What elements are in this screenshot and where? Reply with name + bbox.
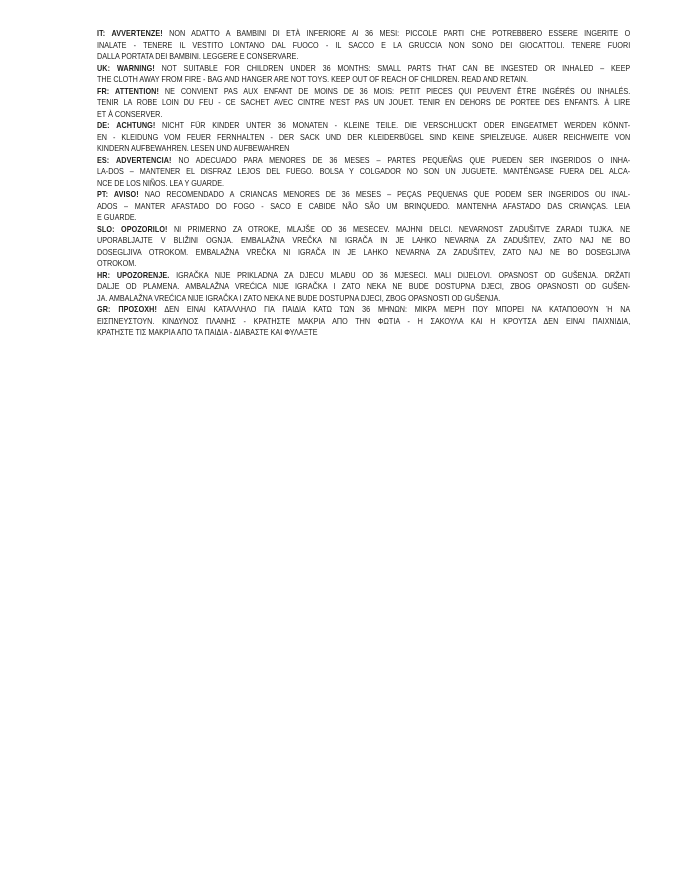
warning-language-label: HR: UPOZORENJE. bbox=[97, 269, 170, 280]
warning-line: INALATE - TENERE IL VESTITO LONTANO DAL FUOCO - IL SACCO E LA GRUCCIA NON SONO DEI GIOCATTOLI. TENERE FUORI bbox=[97, 39, 631, 50]
warning-language-label: PT: AVISO! bbox=[97, 189, 139, 199]
warning-line: ΕΙΣΠΝΕΥΣΤΟΥΝ. ΚΙΝΔΥΝΟΣ ΠΛΑΝΗΣ - ΚΡΑΤΗΣΤΕ ΜΑΚΡΙΑ ΑΠΟ ΤΗΝ ΦΩΤΙΑ - Η ΣΑΚΟΥΛΑ ΚΑΙ Η ΚΡΟΥΤΣΑ ΔΕΝ ΕΙΝΑΙ ΠΑΙΧΝΙΔΙΑ, bbox=[97, 315, 631, 326]
warning-line: DALJE OD PLAMENA. AMBALAŽNA VREĆICA NIJE IGRAČKA I ZATO NEKA NE BUDE DOSTUPNA DJECI, ZBOG OPASNOSTI OD GUŠEN- bbox=[97, 281, 631, 291]
warning-line: EN - KLEIDUNG VOM FEUER FERNHALTEN - DER SACK UND DER KLEIDERBÜGEL SIND KEINE SPIELZEUGE. AUßER REICHWEITE VON bbox=[97, 131, 631, 142]
warning-paragraph-es bbox=[97, 155, 630, 190]
warning-line: UK: WARNING! NOT SUITABLE FOR CHILDREN UNDER 36 MONTHS: SMALL PARTS THAT CAN BE INGESTED OR INHALED – KEEP bbox=[97, 62, 631, 73]
warning-line: ADOS – MANTER AFASTADO DO FOGO - SACO E CABIDE NÃO SÃO UM BRINQUEDO. MANTENHA AFASTADO DAS CRIANÇAS. LEIA bbox=[97, 200, 631, 211]
warning-language-label: DE: ACHTUNG! bbox=[97, 120, 156, 130]
warning-line: GR: ΠΡΟΣΟΧΗ! ΔΕΝ ΕΙΝΑΙ ΚΑΤΑΛΛΗΛΟ ΓΙΑ ΠΑΙΔΙΑ ΚΑΤΩ ΤΩΝ 36 ΜΗΝΩΝ: ΜΙΚΡΑ ΜΕΡΗ ΠΟΥ ΜΠΟΡΕΙ ΝΑ ΚΑΤΑΠΟΘΟΥΝ Ή ΝΑ bbox=[97, 304, 631, 314]
warning-line: PT: AVISO! NAO RECOMENDADO A CRIANCAS MENORES DE 36 MESES – PEÇAS PEQUENAS QUE PODEM SER INGERIDOS OU INAL- bbox=[97, 189, 631, 199]
warning-line: IT: AVVERTENZE! NON ADATTO A BAMBINI DI ETÀ INFERIORE AI 36 MESI: PICCOLE PARTI CHE POTREBBERO ESSERE INGERITE O bbox=[97, 28, 631, 38]
warning-paragraph-slo bbox=[97, 224, 630, 270]
warning-line: DOSEGLJIVA OTROKOM. EMBALAŽNA VREČKA NI IGRAČA IN JE LAHKO NEVARNA ZA ZADUŠITEV, ZATO NAJ NE BO DOSEGLJIVA bbox=[97, 246, 631, 257]
warning-line: SLO: OPOZORILO! NI PRIMERNO ZA OTROKE, MLAJŠE OD 36 MESECEV. MAJHNI DELCI. NEVARNOST ZADUŠITVE ZARADI TUJKA. NE bbox=[97, 223, 631, 234]
warning-line: FR: ATTENTION! NE CONVIENT PAS AUX ENFANT DE MOINS DE 36 MOIS: PETIT PIECES QUI PEUVENT ÊTRE INGÉRÉS OU INHALÉS. bbox=[97, 85, 631, 96]
warning-language-label: UK: WARNING! bbox=[97, 62, 155, 73]
warning-paragraph-it bbox=[97, 28, 630, 63]
warning-paragraph-uk bbox=[97, 63, 630, 86]
warning-language-label: FR: ATTENTION! bbox=[97, 85, 159, 96]
warning-paragraph-pt bbox=[97, 189, 630, 224]
warning-line: LA-DOS – MANTENER EL DISFRAZ LEJOS DEL FUEGO. BOLSA Y COLGADOR NO SON UN JUGUETE. MANTÉNGASE FUERA DEL ALCA- bbox=[97, 166, 631, 176]
warning-line: JA. AMBALAŽNA VREĆICA NIJE IGRAČKA I ZATO NEKA NE BUDE DOSTUPNA DJECI, ZBOG OPASNOSTI OD GUŠENJA. bbox=[97, 292, 501, 303]
warning-line: DE: ACHTUNG! NICHT FÜR KINDER UNTER 36 MONATEN - KLEINE TEILE. DIE VERSCHLUCKT ODER EINGEATMET WERDEN KÖNNT- bbox=[97, 120, 631, 130]
warning-language-label: IT: AVVERTENZE! bbox=[97, 28, 163, 38]
warning-paragraph-hr bbox=[97, 270, 630, 305]
warning-line: ET À CONSERVER. bbox=[97, 108, 163, 119]
warning-line: KINDERN AUFBEWAHREN. LESEN UND AUFBEWAHREN bbox=[97, 143, 290, 153]
warning-line: HR: UPOZORENJE. IGRAČKA NIJE PRIKLADNA ZA DJECU MLAĐU OD 36 MJESECI. MALI DIJELOVI. OPASNOST OD GUŠENJA. DRŽATI bbox=[97, 269, 631, 280]
warning-line: NCE DE LOS NIÑOS. LEA Y GUARDE. bbox=[97, 177, 225, 188]
warning-paragraph-de bbox=[97, 120, 630, 155]
multilingual-warnings-block bbox=[97, 28, 630, 339]
warning-line: UPORABLJAJTE V BLIŽINI OGNJA. EMBALAŽNA VREČKA NI IGRAČA IN JE LAHKO NEVARNA ZA ZADUŠITEV, ZATO NAJ NE BO bbox=[97, 235, 631, 245]
warning-line: ΚΡΑΤΗΣΤΕ ΤΙΣ ΜΑΚΡΙΑ ΑΠΟ ΤΑ ΠΑΙΔΙΑ - ΔΙΑΒΑΣΤΕ ΚΑΙ ΦΥΛΑΞΤΕ bbox=[97, 327, 318, 337]
warning-line: OTROKOM. bbox=[97, 258, 137, 268]
warning-language-label: SLO: OPOZORILO! bbox=[97, 223, 168, 234]
warning-line: THE CLOTH AWAY FROM FIRE - BAG AND HANGER ARE NOT TOYS. KEEP OUT OF REACH OF CHILDREN. READ AND RETAIN. bbox=[97, 74, 529, 84]
warning-line: TENIR LA ROBE LOIN DU FEU - CE SACHET AVEC CINTRE N'EST PAS UN JOUET. TENIR EN DEHORS DE PORTEE DES ENFANTS. À LIRE bbox=[97, 97, 631, 107]
warning-language-label: ES: ADVERTENCIA! bbox=[97, 154, 172, 165]
warning-paragraph-gr bbox=[97, 304, 630, 339]
warning-line: DALLA PORTATA DEI BAMBINI. LEGGERE E CONSERVARE. bbox=[97, 51, 299, 61]
warning-line: ES: ADVERTENCIA! NO ADECUADO PARA MENORES DE 36 MESES – PARTES PEQUEÑAS QUE PUEDEN SER INGERIDOS O INHA- bbox=[97, 154, 631, 165]
warning-language-label: GR: ΠΡΟΣΟΧΗ! bbox=[97, 304, 157, 314]
warning-line: E GUARDE. bbox=[97, 212, 137, 222]
warning-paragraph-fr bbox=[97, 86, 630, 121]
